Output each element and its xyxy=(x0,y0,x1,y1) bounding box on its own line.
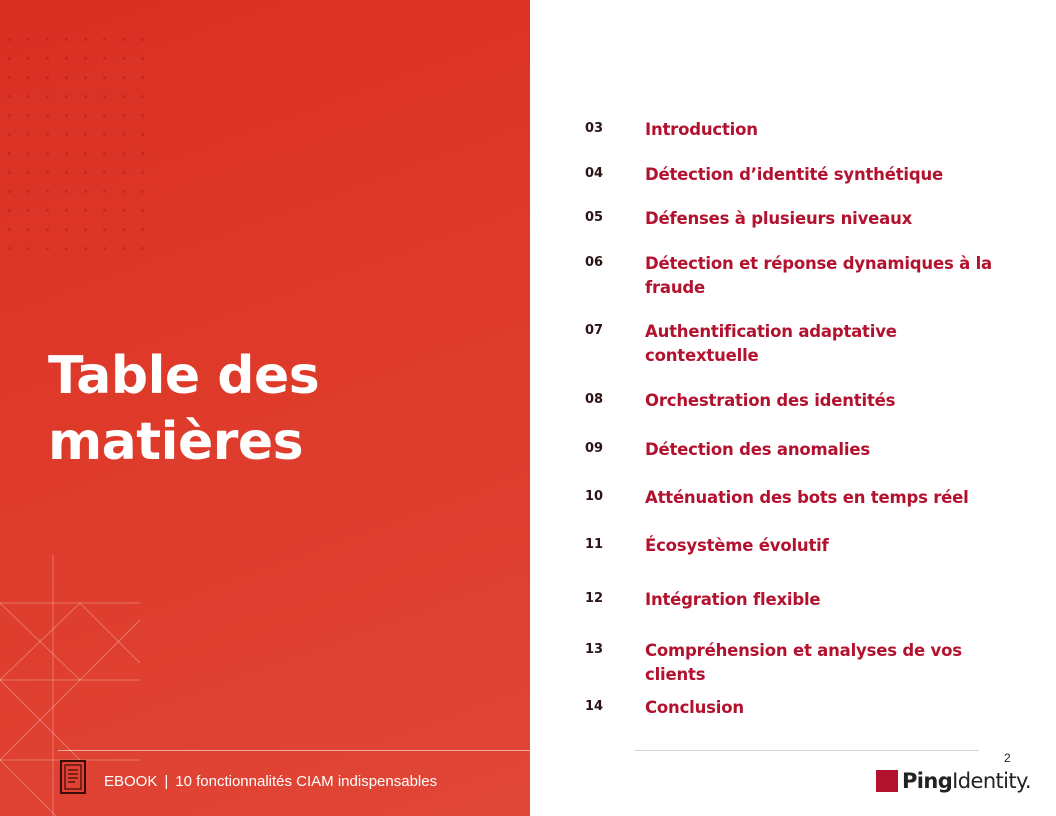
toc-item-title[interactable]: Intégration flexible xyxy=(645,590,821,609)
toc-page-number: 10 xyxy=(584,489,604,504)
toc-item-title[interactable]: Authentification adaptative contextuelle xyxy=(645,322,897,365)
toc-page-number: 12 xyxy=(584,591,604,606)
toc-page-number: 13 xyxy=(584,642,604,657)
toc-page-number: 04 xyxy=(584,166,604,181)
toc-item-title[interactable]: Écosystème évolutif xyxy=(645,536,829,555)
logo-mark xyxy=(876,770,898,792)
footer-label: EBOOK xyxy=(104,773,158,790)
toc-page-number: 14 xyxy=(584,699,604,714)
toc-page-number: 06 xyxy=(584,255,604,270)
logo-suffix: . xyxy=(1024,769,1031,793)
toc-page-number: 03 xyxy=(584,121,604,136)
toc-item-title[interactable]: Orchestration des identités xyxy=(645,391,896,410)
page-title-line-1: Table des xyxy=(48,346,320,406)
toc-page-number: 09 xyxy=(584,441,604,456)
toc-page-number: 11 xyxy=(584,537,604,552)
toc-item-title[interactable]: Compréhension et analyses de vos clients xyxy=(645,641,962,684)
toc-item-title[interactable]: Détection et réponse dynamiques à la fraude xyxy=(645,254,992,297)
toc-item-title[interactable]: Détection d’identité synthétique xyxy=(645,165,944,184)
footer-separator: | xyxy=(164,773,169,790)
document-icon xyxy=(60,760,86,794)
logo-word-identity: Identity xyxy=(952,769,1025,793)
ping-identity-logo xyxy=(876,768,1031,794)
page-title-line-2: matières xyxy=(48,412,304,472)
logo-word-ping: Ping xyxy=(902,769,953,793)
toc-item-title[interactable]: Conclusion xyxy=(645,698,744,717)
toc-page-number: 05 xyxy=(584,210,604,225)
footer-divider-left xyxy=(58,750,550,751)
toc-item-title[interactable]: Défenses à plusieurs niveaux xyxy=(645,209,913,228)
footer-caption xyxy=(104,772,437,792)
logo-wordmark xyxy=(902,768,1031,794)
toc-page-number: 08 xyxy=(584,392,604,407)
toc-item-title[interactable]: Introduction xyxy=(645,120,758,139)
page-number: 2 xyxy=(1004,751,1011,765)
toc-item-title[interactable]: Détection des anomalies xyxy=(645,440,870,459)
footer-title: 10 fonctionnalités CIAM indispensables xyxy=(175,773,438,790)
toc-page-number: 07 xyxy=(584,323,604,338)
toc-item-title[interactable]: Atténuation des bots en temps réel xyxy=(645,488,969,507)
footer-divider-right xyxy=(635,750,979,751)
